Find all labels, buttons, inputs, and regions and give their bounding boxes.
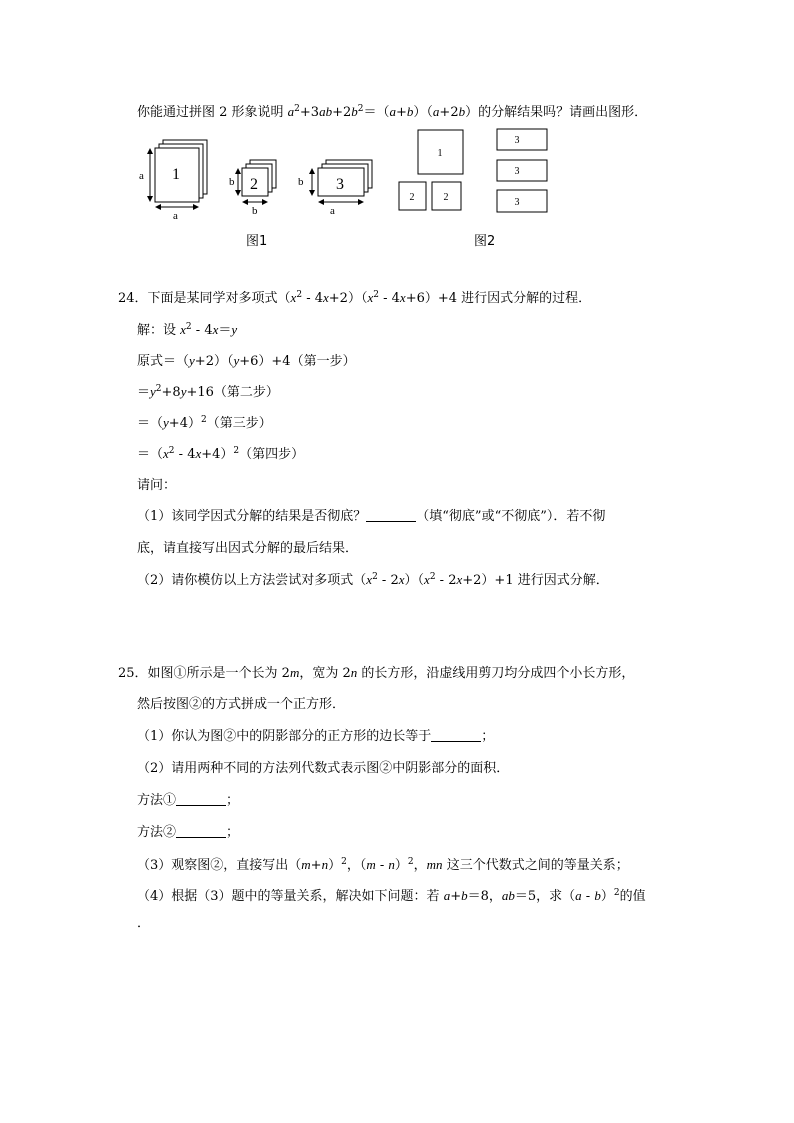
method-2-blank[interactable] xyxy=(176,825,226,838)
tile-2-number: 2 xyxy=(250,176,258,193)
tile-1-number: 1 xyxy=(172,166,180,183)
piece-3b-label: 3 xyxy=(514,166,520,177)
piece-3a-label: 3 xyxy=(514,135,520,146)
q25-part-3: （3）观察图②，直接写出$(m+n)^2$，（m - n）$^2$，mn 这三个代数式之间的等量关系； xyxy=(137,857,629,873)
tile-1-left-label: a xyxy=(139,170,144,182)
q24-solution-let: 解：设 $x^2 - 4x=y$ xyxy=(137,322,238,338)
q25-side-length-blank[interactable] xyxy=(431,729,481,742)
tile-3-number: 3 xyxy=(336,176,344,193)
q24-step-1: 原式＝（y+2）（y+6）+4（第一步） xyxy=(137,353,356,369)
q24-part-2: （2）请你模仿以上方法尝试对多项式$(x^2 - 2x)(x^2 - 2x+2)+1$ 进行因式分解． xyxy=(137,572,609,588)
q25-part-4-end: ． xyxy=(137,916,151,931)
tile-2-stack xyxy=(242,160,276,196)
figure-1-caption: 图1 xyxy=(246,234,268,249)
tile-2-left-label: b xyxy=(229,176,235,188)
tile-3-bottom-label: a xyxy=(330,205,335,217)
tile-3-stack xyxy=(318,160,372,196)
intro-line: 你能通过拼图 2 形象说明 $a^2+3ab+2b^2=(a+b)(a+2b)$的分解结果吗？请画出图形． xyxy=(137,104,648,120)
q24-ask: 请问： xyxy=(137,478,177,493)
figure-2-caption: 图2 xyxy=(474,234,496,249)
tile-1-stack xyxy=(155,140,207,202)
q25-part-4: （4）根据（3）题中的等量关系，解决如下问题：若 a+b＝8，ab＝5，求（a - b）$^2$的值 xyxy=(137,888,646,904)
tile-2-bottom-label: b xyxy=(252,205,258,217)
tile-1-bottom-label: a xyxy=(173,210,178,220)
piece-2b-label: 2 xyxy=(443,192,449,203)
piece-3b-rect xyxy=(497,160,547,181)
q24-part-1-cont: 底，请直接写出因式分解的最后结果． xyxy=(137,541,359,556)
tile-3-left-label: b xyxy=(298,176,304,188)
q24-stem: 24．下面是某同学对多项式$(x^2 - 4x+2)(x^2 - 4x+6)+4$ 进行因式分解的过程． xyxy=(118,290,592,306)
q25-part-1: （1）你认为图②中的阴影部分的正方形的边长等于 ； xyxy=(137,729,495,744)
method-1-blank[interactable] xyxy=(176,793,226,806)
figure-1 xyxy=(130,135,390,220)
figure-2 xyxy=(395,125,555,220)
q25-stem: 25．如图①所示是一个长为 2m，宽为 2n 的长方形，沿虚线用剪刀均分成四个小长方形， xyxy=(118,665,635,681)
piece-2a-label: 2 xyxy=(409,192,415,203)
q25-method-1: 方法① ； xyxy=(137,793,240,808)
piece-1-label: 1 xyxy=(437,148,443,159)
piece-3c-label: 3 xyxy=(514,197,520,208)
q24-part-1: （1）该同学因式分解的结果是否彻底？ （填“彻底”或“不彻底”）．若不彻 xyxy=(137,509,606,524)
q24-answer-blank[interactable] xyxy=(366,509,416,522)
q25-stem-cont: 然后按图②的方式拼成一个正方形． xyxy=(137,697,346,712)
piece-3c-rect xyxy=(497,190,547,212)
q24-step-4: $=(x^2 - 4x+4)^2$（第四步） xyxy=(137,446,305,462)
q24-step-2: $=y^2+8y+16$（第二步） xyxy=(137,384,279,400)
q25-method-2: 方法② ； xyxy=(137,825,240,840)
piece-3a-rect xyxy=(497,129,547,150)
q24-step-3: $=(y+4)^2$（第三步） xyxy=(137,415,272,431)
q25-part-2: （2）请用两种不同的方法列代数式表示图②中阴影部分的面积． xyxy=(137,761,510,776)
